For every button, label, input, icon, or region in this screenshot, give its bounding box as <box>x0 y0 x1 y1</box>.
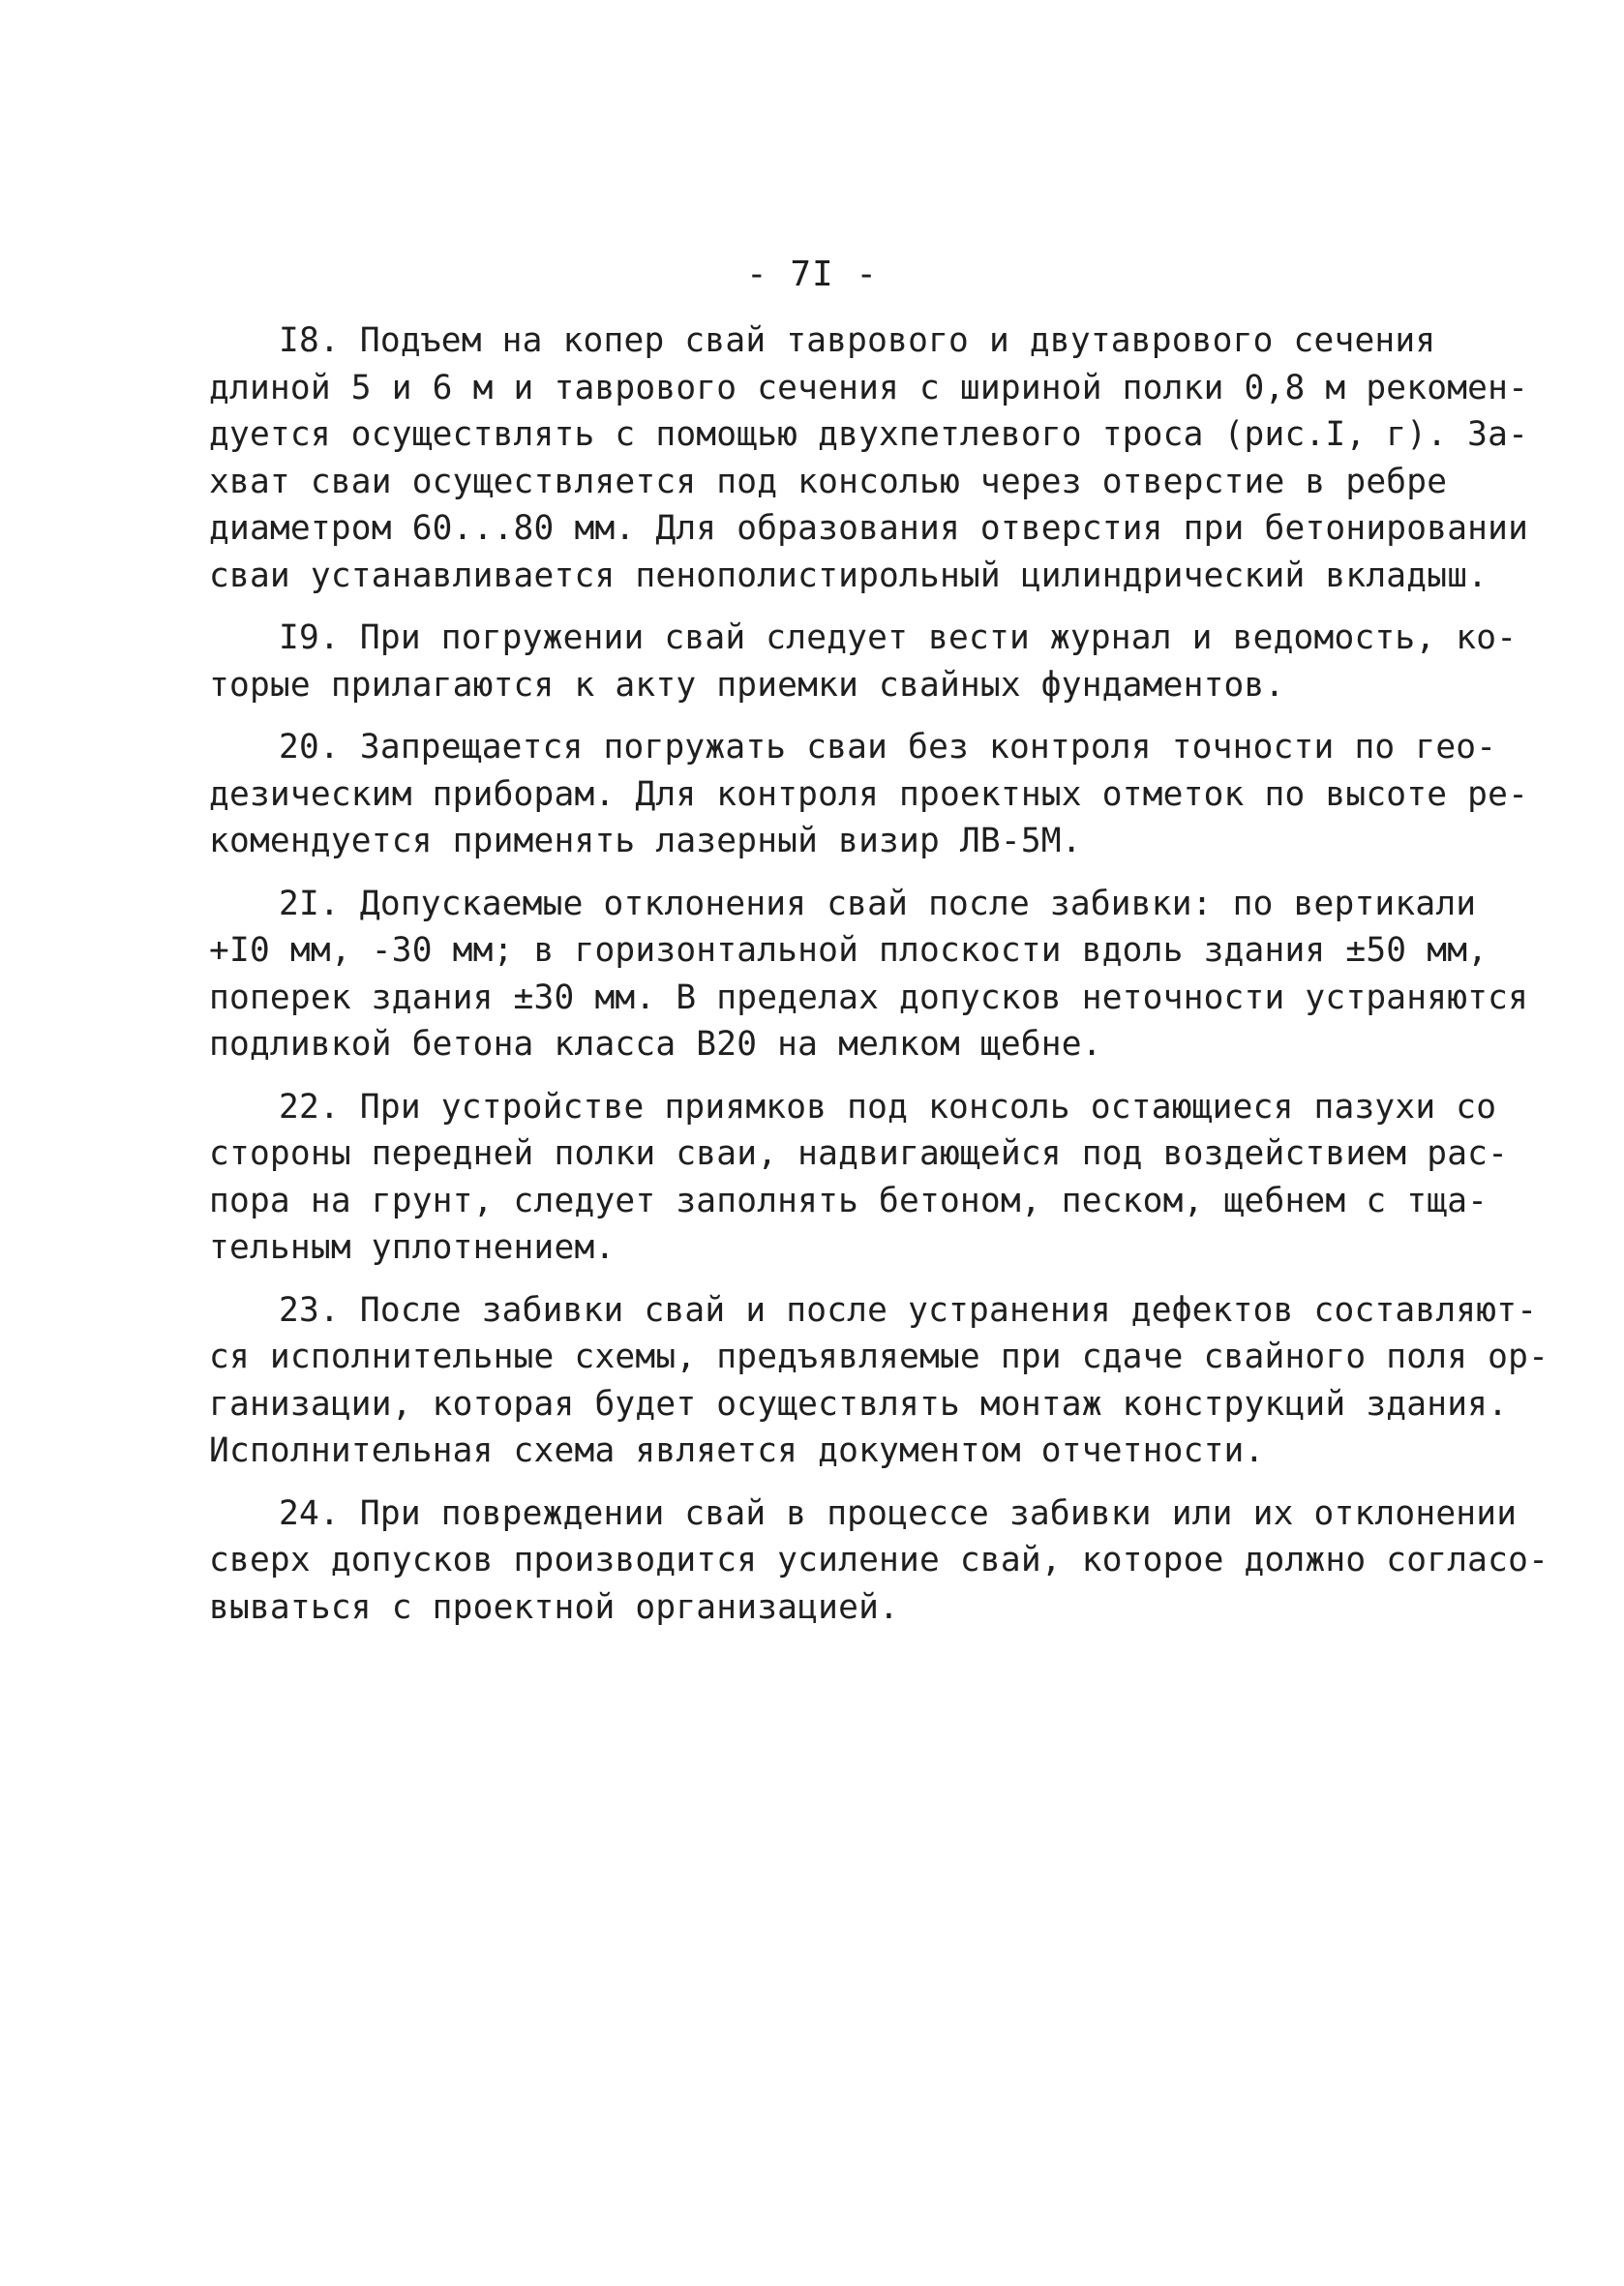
paragraph-line: торые прилагаются к акту приемки свайных фундаментов. <box>209 665 1285 705</box>
paragraph-line: 23. После забивки свай и после устранения дефектов составляют- <box>279 1290 1538 1330</box>
paragraph-line: сваи устанавливается пенополистирольный цилиндрический вкладыш. <box>209 556 1489 595</box>
paragraph-line: хват сваи осуществляется под консолью через отверстие в ребре <box>209 462 1448 501</box>
paragraph-line: Исполнительная схема является документом отчетности. <box>209 1431 1265 1470</box>
paragraph-22 <box>209 1084 1509 1272</box>
paragraph-line: диаметром 60...80 мм. Для образования отверстия при бетонировании <box>209 509 1529 548</box>
paragraph-line: дезическим приборам. Для контроля проектных отметок по высоте ре- <box>209 774 1529 814</box>
paragraph-line: 20. Запрещается погружать сваи без контроля точности по гео- <box>279 728 1497 767</box>
paragraph-line: тельным уплотнением. <box>209 1228 616 1267</box>
paragraph-line: длиной 5 и 6 м и таврового сечения с шириной полки 0,8 м рекомен- <box>209 368 1529 407</box>
paragraph-line: +I0 мм, -30 мм; в горизонтальной плоскости вдоль здания ±50 мм, <box>209 931 1489 970</box>
paragraph-line: 2I. Допускаемые отклонения свай после забивки: по вертикали <box>279 884 1477 923</box>
paragraph-line: пора на грунт, следует заполнять бетоном, песком, щебнем с тща- <box>209 1181 1489 1220</box>
paragraph-20 <box>209 724 1529 865</box>
paragraph-line: 22. При устройстве приямков под консоль остающиеся пазухи со <box>279 1087 1497 1127</box>
paragraph-line: поперек здания ±30 мм. В пределах допусков неточности устраняются <box>209 978 1529 1017</box>
body-text <box>209 317 1549 1631</box>
paragraph-21 <box>209 881 1529 1068</box>
paragraph-line: 24. При повреждении свай в процессе забивки или их отклонении <box>279 1493 1518 1533</box>
paragraph-line: ганизации, которая будет осуществлять монтаж конструкций здания. <box>209 1384 1509 1424</box>
paragraph-line: стороны передней полки сваи, надвигающейся под воздействием рас- <box>209 1134 1509 1173</box>
paragraph-line: вываться с проектной организацией. <box>209 1587 900 1627</box>
paragraph-18 <box>209 317 1529 599</box>
paragraph-line: I9. При погружении свай следует вести журнал и ведомость, ко- <box>279 618 1518 657</box>
paragraph-19 <box>209 615 1518 708</box>
paragraph-line: дуется осуществлять с помощью двухпетлевого троса (рис.I, г). За- <box>209 415 1529 454</box>
paragraph-24 <box>209 1490 1549 1632</box>
paragraph-line: подливкой бетона класса В20 на мелком щебне. <box>209 1025 1102 1064</box>
paragraph-23 <box>209 1287 1549 1475</box>
page-number: - 7I - <box>745 255 879 294</box>
paragraph-line: сверх допусков производится усиление свай, которое должно согласо- <box>209 1541 1549 1579</box>
paragraph-line: I8. Подъем на копер свай таврового и двутаврового сечения <box>279 321 1436 360</box>
paragraph-line: ся исполнительные схемы, предъявляемые при сдаче свайного поля ор- <box>209 1338 1549 1376</box>
paragraph-line: комендуется применять лазерный визир ЛВ-5М. <box>209 822 1082 860</box>
